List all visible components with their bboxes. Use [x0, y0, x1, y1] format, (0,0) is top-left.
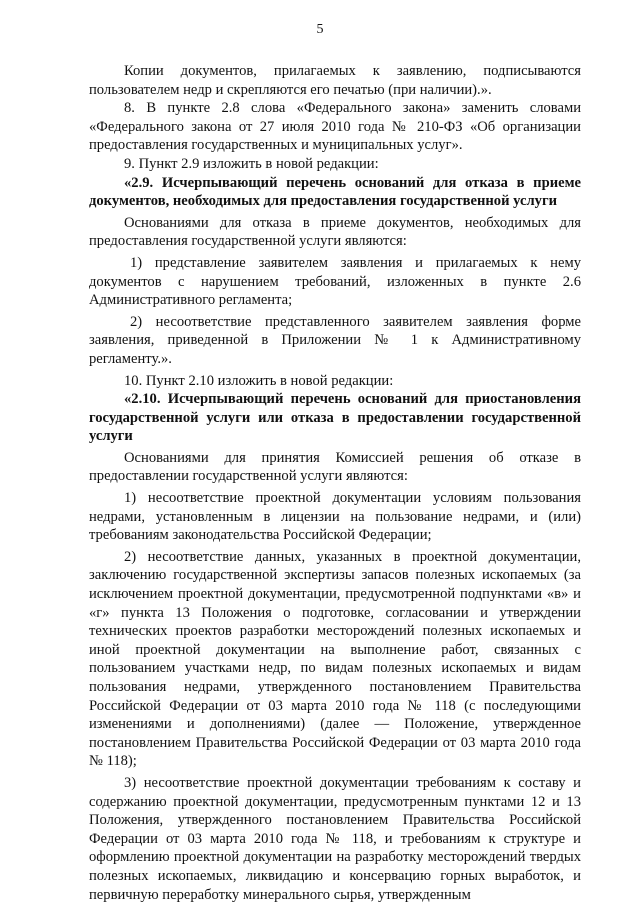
paragraph-commission-grounds-intro: Основаниями для принятия Комиссией решения об отказе в предоставлении государственной услуги являются:: [89, 449, 581, 485]
section-heading-2-10: «2.10. Исчерпывающий перечень оснований для приостановления государственной услуги или отказа в предоставлении государственной услуги: [89, 391, 581, 445]
paragraph-item-9: 9. Пункт 2.9 изложить в новой редакции:: [124, 155, 379, 172]
page-number: 5: [316, 22, 324, 37]
paragraph-refusal-grounds-intro: Основаниями для отказа в приеме документов, необходимых для предоставления государственной услуги являются:: [89, 214, 581, 250]
list-item-2-9-2: 2) несоответствие представленного заявителем заявления форме заявления, приведенной в Приложении № 1 к Административному регламенту.».: [89, 313, 581, 367]
list-item-2-10-2: 2) несоответствие данных, указанных в проектной документации, заключению государственной экспертизы запасов полезных ископаемых (за исключением проектной документации, предусмотренной подпунктами «в» и «г» пункта 13 Положения о подготовке, согласовании и утверждении технических проектов разработки месторождений полезных ископаемых и иной проектной документации на выполнение работ, связанных с пользованием участками недр, по видам полезных ископаемых и видам пользования недрами, утвержденного постановлением Правительства Российской Федерации от 03 марта 2010 года № 118 (с последующими изменениями и дополнениями) (далее — Положение, утвержденное постановлением Правительства Российской Федерации от 03 марта 2010 года № 118);: [89, 548, 581, 770]
list-item-2-10-3: 3) несоответствие проектной документации требованиям к составу и содержанию проектной документации, предусмотренным пунктами 12 и 13 Положения, утвержденного постановлением Правительства Российской Федерации от 03 марта 2010 года № 118, и требованиям к структуре и оформлению проектной документации на разработку месторождений твердых полезных ископаемых, ликвидацию и консервацию горных выработок, и первичную переработку минерального сырья, утвержденным: [89, 774, 581, 903]
document-body: [89, 62, 581, 904]
list-item-2-9-1: 1) представление заявителем заявления и прилагаемых к нему документов с нарушением требований, изложенных в пункте 2.6 Административного регламента;: [89, 254, 581, 309]
list-item-2-10-1: 1) несоответствие проектной документации условиям пользования недрами, установленным в лицензии на пользование недрами, и (или) требованиям законодательства Российской Федерации;: [89, 490, 581, 544]
paragraph-item-8: 8. В пункте 2.8 слова «Федерального закона» заменить словами «Федерального закона от 27 июля 2010 года № 210-ФЗ «Об организации предоставления государственных и муниципальных услуг».: [89, 100, 581, 154]
paragraph-item-10: 10. Пункт 2.10 изложить в новой редакции:: [124, 372, 394, 389]
paragraph-copies-signed: Копии документов, прилагаемых к заявлению, подписываются пользователем недр и скрепляются его печатью (при наличии).».: [89, 63, 581, 98]
section-heading-2-9: «2.9. Исчерпывающий перечень оснований для отказа в приеме документов, необходимых для предоставления государственной услуги: [89, 174, 581, 210]
